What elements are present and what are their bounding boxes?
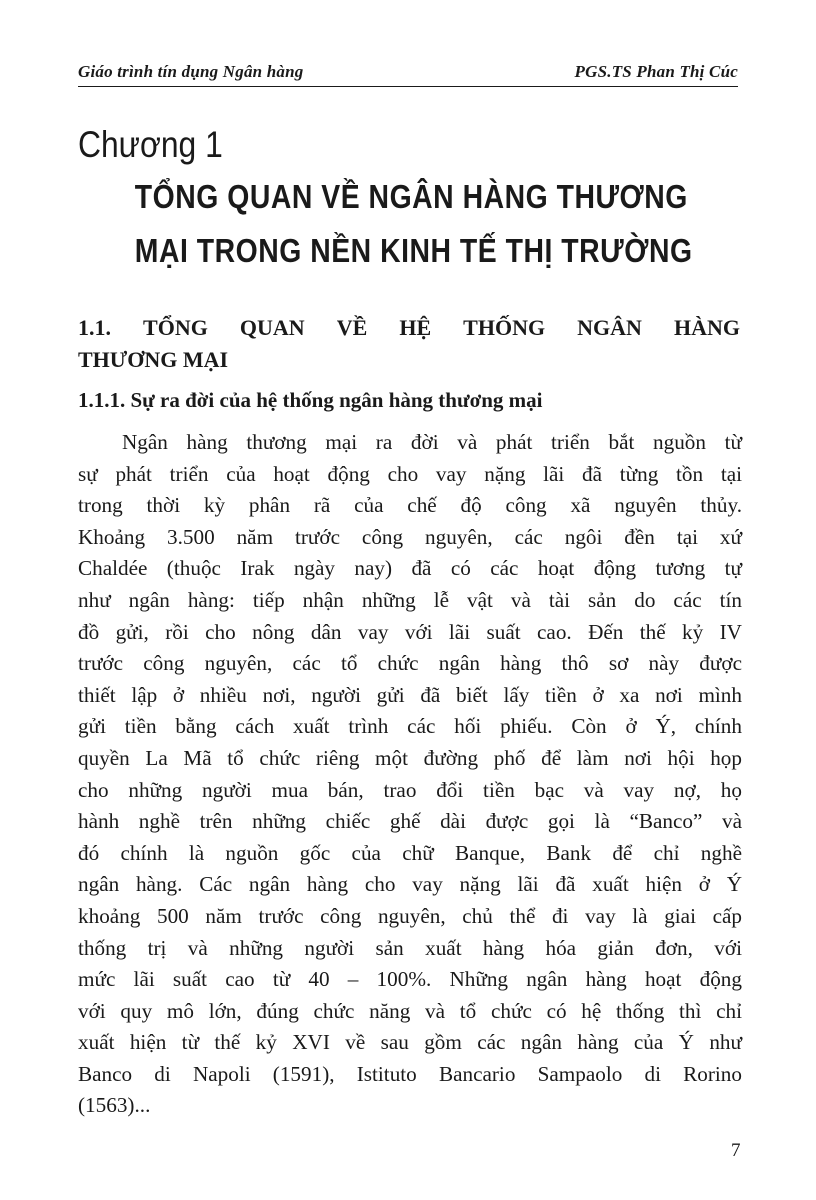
subsection-heading: 1.1.1. Sự ra đời của hệ thống ngân hàng thương mại xyxy=(78,388,543,412)
body-line: Khoảng 3.500 năm trước công nguyên, các ngôi đền tại xứ xyxy=(78,524,742,549)
body-line: thống trị và những người sản xuất hàng hóa giản đơn, với xyxy=(78,935,742,960)
header-rule xyxy=(78,86,738,87)
chapter-label: Chương 1 xyxy=(78,124,223,165)
body-line: đồ gửi, rồi cho nông dân vay với lãi suất cao. Đến thế kỷ IV xyxy=(78,619,742,644)
body-line: sự phát triển của hoạt động cho vay nặng lãi đã từng tồn tại xyxy=(78,461,742,486)
body-line: khoảng 500 năm trước công nguyên, chủ thể đi vay là giai cấp xyxy=(78,903,742,928)
body-line: trước công nguyên, các tổ chức ngân hàng thô sơ này được xyxy=(78,651,742,676)
chapter-title-line: TỔNG QUAN VỀ NGÂN HÀNG THƯƠNG xyxy=(134,178,688,215)
body-line: ngân hàng. Các ngân hàng cho vay nặng lãi đã xuất hiện ở Ý xyxy=(78,872,742,897)
body-line: đó chính là nguồn gốc của chữ Banque, Bank để chỉ nghề xyxy=(78,840,742,865)
section-word: NGÂN xyxy=(577,315,642,340)
header-book-title: Giáo trình tín dụng Ngân hàng xyxy=(78,62,304,81)
header-author: PGS.TS Phan Thị Cúc xyxy=(574,62,738,81)
section-word: VỀ xyxy=(336,315,368,340)
body-line: gửi tiền bằng cách xuất trình các hối phiếu. Còn ở Ý, chính xyxy=(78,714,742,739)
body-line: (1563)... xyxy=(78,1093,151,1118)
chapter-title-line: MẠI TRONG NỀN KINH TẾ THỊ TRƯỜNG xyxy=(134,232,693,269)
page-number: 7 xyxy=(731,1140,741,1161)
section-heading xyxy=(78,312,740,376)
body-line: như ngân hàng: tiếp nhận những lễ vật và tài sản do các tín xyxy=(78,587,742,612)
section-word: THỐNG xyxy=(463,315,546,340)
section-word: HỆ xyxy=(399,315,432,340)
section-word: QUAN xyxy=(239,315,305,340)
body-line: thiết lập ở nhiều nơi, người gửi đã biết lấy tiền ở xa nơi mình xyxy=(78,682,742,707)
body-line: Ngân hàng thương mại ra đời và phát triển bắt nguồn từ xyxy=(122,430,742,454)
body-line: Chaldée (thuộc Irak ngày nay) đã có các hoạt động tương tự xyxy=(78,556,742,581)
body-line: mức lãi suất cao từ 40 – 100%. Những ngân hàng hoạt động xyxy=(78,967,742,992)
body-line: trong thời kỳ phân rã của chế độ công xã nguyên thủy. xyxy=(78,493,742,518)
section-number: 1.1. xyxy=(78,315,111,340)
section-heading-line xyxy=(78,312,740,344)
body-line: xuất hiện từ thế kỷ XVI về sau gồm các ngân hàng của Ý như xyxy=(78,1030,742,1055)
body-line: Banco di Napoli (1591), Istituto Bancario Sampaolo di Rorino xyxy=(78,1061,742,1086)
section-word: TỔNG xyxy=(143,315,208,340)
body-line: hành nghề trên những chiếc ghế dài được gọi là “Banco” và xyxy=(78,809,742,834)
running-header xyxy=(78,62,738,82)
body-line: cho những người mua bán, trao đổi tiền bạc và vay nợ, họ xyxy=(78,777,742,802)
chapter-title xyxy=(134,170,693,278)
body-line: với quy mô lớn, đúng chức năng và tổ chức có hệ thống thì chỉ xyxy=(78,998,742,1023)
body-line: quyền La Mã tổ chức riêng một đường phố để làm nơi hội họp xyxy=(78,745,742,770)
section-heading-line: THƯƠNG MẠI xyxy=(78,347,229,372)
section-word: HÀNG xyxy=(673,315,740,340)
body-paragraph xyxy=(78,427,742,1122)
